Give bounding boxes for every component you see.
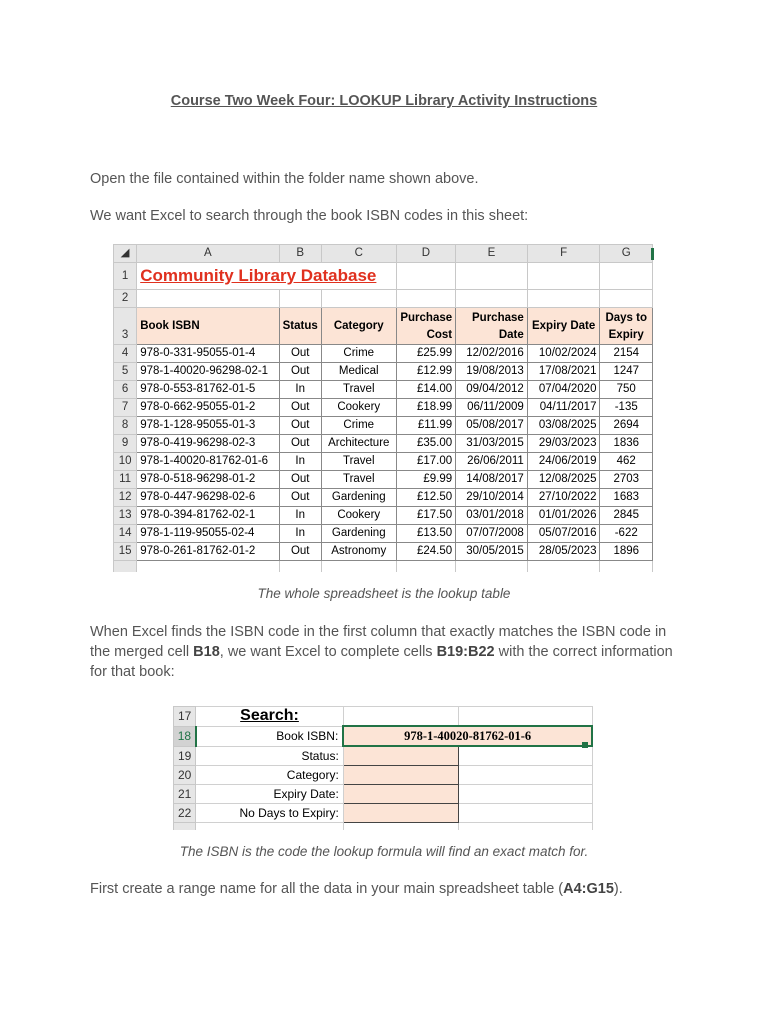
caption-exact-match: The ISBN is the code the lookup formula will find an exact match for. xyxy=(179,844,589,859)
row-number[interactable]: 21 xyxy=(174,785,196,804)
cell-isbn[interactable]: 978-1-40020-81762-01-6 xyxy=(137,453,279,471)
cell-category[interactable]: Travel xyxy=(321,453,396,471)
select-all-corner[interactable]: ◢ xyxy=(114,245,137,263)
cell-isbn[interactable]: 978-0-662-95055-01-2 xyxy=(137,399,279,417)
cell-purchase-date[interactable]: 03/01/2018 xyxy=(456,507,528,525)
row-number[interactable]: 3 xyxy=(114,308,137,345)
cell-reference: A4:G15 xyxy=(563,881,614,897)
cell-isbn[interactable]: 978-1-119-95055-02-4 xyxy=(137,525,279,543)
empty-cell[interactable] xyxy=(527,263,600,290)
cell-status[interactable]: Out xyxy=(279,417,321,435)
label-category[interactable]: Category: xyxy=(196,766,344,785)
cell-status[interactable]: In xyxy=(279,525,321,543)
cell-days[interactable]: 1683 xyxy=(600,489,653,507)
empty-cell[interactable] xyxy=(343,823,458,831)
search-row-17 xyxy=(174,707,593,727)
search-row-18 xyxy=(174,726,593,746)
header-label: Purchase xyxy=(472,312,524,324)
empty-cell[interactable] xyxy=(600,561,653,573)
table-row xyxy=(114,435,653,453)
cell-category[interactable]: Gardening xyxy=(321,525,396,543)
row-number[interactable]: 18 xyxy=(174,726,196,746)
cell-purchase-date[interactable]: 07/07/2008 xyxy=(456,525,528,543)
label-expiry-date[interactable]: Expiry Date: xyxy=(196,785,344,804)
cell-purchase-date[interactable]: 14/08/2017 xyxy=(456,471,528,489)
empty-cell[interactable] xyxy=(459,766,592,785)
cell-purchase-date[interactable]: 31/03/2015 xyxy=(456,435,528,453)
search-row-21 xyxy=(174,785,593,804)
cell-days[interactable]: -135 xyxy=(600,399,653,417)
cell-status[interactable]: Out xyxy=(279,489,321,507)
cell-status[interactable]: In xyxy=(279,381,321,399)
row-number[interactable]: 19 xyxy=(174,746,196,766)
cell-days[interactable]: 1896 xyxy=(600,543,653,561)
text-segment: When Excel finds the ISBN code in the first column that exactly matches the ISBN code in the merged cell xyxy=(90,624,667,660)
cell-expiry-date[interactable]: 17/08/2021 xyxy=(527,363,600,381)
empty-cell[interactable] xyxy=(196,823,344,831)
empty-cell[interactable] xyxy=(321,561,396,573)
column-header[interactable]: G xyxy=(600,245,653,263)
days-result-cell[interactable] xyxy=(343,804,458,823)
caption-lookup-table: The whole spreadsheet is the lookup table xyxy=(257,586,511,601)
column-header[interactable]: C xyxy=(321,245,396,263)
cell-cost[interactable]: £35.00 xyxy=(396,435,456,453)
library-database-table xyxy=(113,244,653,572)
cell-reference: B19:B22 xyxy=(436,644,495,660)
cell-cost[interactable]: £12.99 xyxy=(396,363,456,381)
cell-status[interactable]: Out xyxy=(279,363,321,381)
cell-category[interactable]: Astronomy xyxy=(321,543,396,561)
table-row xyxy=(114,399,653,417)
table-row xyxy=(114,345,653,363)
cell-days[interactable]: 2703 xyxy=(600,471,653,489)
table-row xyxy=(114,489,653,507)
cell-expiry-date[interactable]: 12/08/2025 xyxy=(527,471,600,489)
cell-isbn[interactable]: 978-0-261-81762-01-2 xyxy=(137,543,279,561)
row-number[interactable] xyxy=(114,561,137,573)
empty-cell[interactable] xyxy=(456,290,528,308)
cell-reference: B18 xyxy=(193,644,220,660)
cell-category[interactable]: Architecture xyxy=(321,435,396,453)
cell-isbn[interactable]: 978-1-40020-96298-02-1 xyxy=(137,363,279,381)
empty-cell[interactable] xyxy=(137,290,279,308)
empty-cell[interactable] xyxy=(279,561,321,573)
cell-category[interactable]: Crime xyxy=(321,345,396,363)
cell-category[interactable]: Cookery xyxy=(321,399,396,417)
header-label: Days to xyxy=(605,312,647,324)
cell-purchase-date[interactable]: 29/10/2014 xyxy=(456,489,528,507)
empty-cell[interactable] xyxy=(396,290,456,308)
label-status[interactable]: Status: xyxy=(196,746,344,766)
cell-status[interactable]: In xyxy=(279,507,321,525)
empty-cell[interactable] xyxy=(456,263,528,290)
row-number[interactable]: 5 xyxy=(114,363,137,381)
row-number[interactable] xyxy=(174,823,196,831)
row-number[interactable]: 14 xyxy=(114,525,137,543)
expiry-result-cell[interactable] xyxy=(343,785,458,804)
row-number[interactable]: 12 xyxy=(114,489,137,507)
cell-isbn[interactable]: 978-0-331-95055-01-4 xyxy=(137,345,279,363)
status-result-cell[interactable] xyxy=(343,746,458,766)
empty-cell[interactable] xyxy=(396,561,456,573)
cell-days[interactable]: 750 xyxy=(600,381,653,399)
empty-cell[interactable] xyxy=(459,785,592,804)
table-row xyxy=(114,543,653,561)
header-label: Purchase xyxy=(400,312,453,324)
header-category[interactable] xyxy=(321,308,396,345)
fill-handle[interactable] xyxy=(582,742,588,748)
empty-cell[interactable] xyxy=(456,561,528,573)
cell-cost[interactable]: £11.99 xyxy=(396,417,456,435)
cell-expiry-date[interactable]: 07/04/2020 xyxy=(527,381,600,399)
cell-cost[interactable]: £9.99 xyxy=(396,471,456,489)
cell-days[interactable]: 462 xyxy=(600,453,653,471)
search-panel-screenshot xyxy=(173,698,593,830)
table-row xyxy=(114,363,653,381)
search-row-20 xyxy=(174,766,593,785)
sheet-row xyxy=(114,561,653,573)
search-row-23 xyxy=(174,823,593,831)
text-segment: with the correct information for that book: xyxy=(90,644,673,680)
cell-cost[interactable]: £18.99 xyxy=(396,399,456,417)
header-book-isbn[interactable] xyxy=(137,308,279,345)
cell-status[interactable]: Out xyxy=(279,543,321,561)
column-header[interactable]: B xyxy=(279,245,321,263)
header-purchase-cost[interactable] xyxy=(396,308,456,345)
empty-cell[interactable] xyxy=(600,290,653,308)
cell-purchase-date[interactable]: 26/06/2011 xyxy=(456,453,528,471)
empty-cell[interactable] xyxy=(459,707,592,727)
cell-purchase-date[interactable]: 09/04/2012 xyxy=(456,381,528,399)
table-row xyxy=(114,381,653,399)
header-label: Book ISBN xyxy=(140,319,200,332)
cell-isbn[interactable]: 978-0-394-81762-02-1 xyxy=(137,507,279,525)
cell-category[interactable]: Travel xyxy=(321,471,396,489)
cell-cost[interactable]: £12.50 xyxy=(396,489,456,507)
header-label: Category xyxy=(333,319,384,332)
table-header-row xyxy=(114,308,653,345)
cell-purchase-date[interactable]: 06/11/2009 xyxy=(456,399,528,417)
cell-expiry-date[interactable]: 29/03/2023 xyxy=(527,435,600,453)
search-row-19 xyxy=(174,746,593,766)
row-number[interactable]: 20 xyxy=(174,766,196,785)
search-row-22 xyxy=(174,804,593,823)
label-days-to-expiry[interactable]: No Days to Expiry: xyxy=(196,804,344,823)
row-number[interactable]: 22 xyxy=(174,804,196,823)
cell-days[interactable]: 1247 xyxy=(600,363,653,381)
column-header-row xyxy=(114,245,653,263)
category-result-cell[interactable] xyxy=(343,766,458,785)
cell-purchase-date[interactable]: 19/08/2013 xyxy=(456,363,528,381)
cell-category[interactable]: Medical xyxy=(321,363,396,381)
cell-status[interactable]: Out xyxy=(279,435,321,453)
cell-cost[interactable]: £24.50 xyxy=(396,543,456,561)
instruction-range-name xyxy=(90,879,710,899)
header-label: Status xyxy=(282,319,318,332)
cell-cost[interactable]: £25.99 xyxy=(396,345,456,363)
cell-days[interactable]: 2154 xyxy=(600,345,653,363)
empty-cell[interactable] xyxy=(459,804,592,823)
cell-expiry-date[interactable]: 03/08/2025 xyxy=(527,417,600,435)
search-panel-table xyxy=(173,706,593,830)
empty-cell[interactable] xyxy=(527,290,600,308)
cell-expiry-date[interactable]: 04/11/2017 xyxy=(527,399,600,417)
table-row xyxy=(114,525,653,543)
empty-cell[interactable] xyxy=(137,561,279,573)
row-number[interactable]: 15 xyxy=(114,543,137,561)
header-expiry-date[interactable] xyxy=(527,308,600,345)
scroll-marker xyxy=(651,248,654,260)
cell-expiry-date[interactable]: 05/07/2016 xyxy=(527,525,600,543)
instruction-search-sheet: We want Excel to search through the book ISBN codes in this sheet: xyxy=(90,208,529,224)
row-number[interactable]: 10 xyxy=(114,453,137,471)
row-number[interactable]: 1 xyxy=(114,263,137,290)
instruction-open-file: Open the file contained within the folder name shown above. xyxy=(90,171,479,187)
header-purchase-date[interactable] xyxy=(456,308,528,345)
sheet-row xyxy=(114,263,653,290)
table-row xyxy=(114,417,653,435)
empty-cell[interactable] xyxy=(527,561,600,573)
empty-cell[interactable] xyxy=(396,263,456,290)
cell-category[interactable]: Travel xyxy=(321,381,396,399)
cell-expiry-date[interactable]: 01/01/2026 xyxy=(527,507,600,525)
cell-isbn[interactable]: 978-0-447-96298-02-6 xyxy=(137,489,279,507)
cell-purchase-date[interactable]: 30/05/2015 xyxy=(456,543,528,561)
cell-expiry-date[interactable]: 28/05/2023 xyxy=(527,543,600,561)
cell-days[interactable]: 2845 xyxy=(600,507,653,525)
cell-category[interactable]: Gardening xyxy=(321,489,396,507)
cell-days[interactable]: -622 xyxy=(600,525,653,543)
row-number[interactable]: 8 xyxy=(114,417,137,435)
row-number[interactable]: 7 xyxy=(114,399,137,417)
sheet-row xyxy=(114,290,653,308)
empty-cell[interactable] xyxy=(321,290,396,308)
database-title[interactable]: Community Library Database xyxy=(140,266,377,285)
instruction-merged-cell xyxy=(90,622,690,682)
cell-status[interactable]: Out xyxy=(279,399,321,417)
cell-days[interactable]: 1836 xyxy=(600,435,653,453)
header-label: Date xyxy=(498,329,524,341)
empty-cell[interactable] xyxy=(459,746,592,766)
empty-cell[interactable] xyxy=(279,290,321,308)
row-number[interactable]: 6 xyxy=(114,381,137,399)
row-number[interactable]: 11 xyxy=(114,471,137,489)
cell-isbn[interactable]: 978-1-128-95055-01-3 xyxy=(137,417,279,435)
cell-cost[interactable]: £13.50 xyxy=(396,525,456,543)
search-heading[interactable]: Search: xyxy=(196,707,344,727)
cell-isbn[interactable]: 978-0-518-96298-01-2 xyxy=(137,471,279,489)
cell-days[interactable]: 2694 xyxy=(600,417,653,435)
column-header[interactable]: A xyxy=(137,245,279,263)
cell-isbn[interactable]: 978-0-419-96298-02-3 xyxy=(137,435,279,453)
table-row xyxy=(114,453,653,471)
header-status[interactable] xyxy=(279,308,321,345)
empty-cell[interactable] xyxy=(343,707,458,727)
cell-status[interactable]: In xyxy=(279,453,321,471)
cell-expiry-date[interactable]: 24/06/2019 xyxy=(527,453,600,471)
cell-status[interactable]: Out xyxy=(279,345,321,363)
row-number[interactable]: 4 xyxy=(114,345,137,363)
text-segment: First create a range name for all the data in your main spreadsheet table ( xyxy=(90,881,564,897)
empty-cell[interactable] xyxy=(459,823,592,831)
header-label: Expiry xyxy=(608,329,644,341)
row-number[interactable]: 2 xyxy=(114,290,137,308)
cell-cost[interactable]: £17.50 xyxy=(396,507,456,525)
row-number[interactable]: 9 xyxy=(114,435,137,453)
library-database-screenshot xyxy=(113,244,655,572)
cell-cost[interactable]: £14.00 xyxy=(396,381,456,399)
text-segment: ). xyxy=(613,881,623,897)
column-header[interactable]: E xyxy=(456,245,528,263)
header-label: Expiry Date xyxy=(531,319,596,332)
library-data-rows xyxy=(114,345,653,561)
cell-category[interactable]: Cookery xyxy=(321,507,396,525)
page-title: Course Two Week Four: LOOKUP Library Activity Instructions xyxy=(170,93,598,109)
cell-cost[interactable]: £17.00 xyxy=(396,453,456,471)
cell-status[interactable]: Out xyxy=(279,471,321,489)
cell-purchase-date[interactable]: 12/02/2016 xyxy=(456,345,528,363)
isbn-input-cell[interactable]: 978-1-40020-81762-01-6 xyxy=(343,726,592,746)
label-book-isbn[interactable]: Book ISBN: xyxy=(196,726,344,746)
row-number[interactable]: 13 xyxy=(114,507,137,525)
text-segment: , we want Excel to complete cells xyxy=(219,644,437,660)
table-row xyxy=(114,507,653,525)
header-label: Cost xyxy=(426,329,453,341)
cell-category[interactable]: Crime xyxy=(321,417,396,435)
cell-isbn[interactable]: 978-0-553-81762-01-5 xyxy=(137,381,279,399)
table-row xyxy=(114,471,653,489)
cell-expiry-date[interactable]: 27/10/2022 xyxy=(527,489,600,507)
header-days-to-expiry[interactable] xyxy=(600,308,653,345)
column-header[interactable]: F xyxy=(527,245,600,263)
column-header[interactable]: D xyxy=(396,245,456,263)
empty-cell[interactable] xyxy=(600,263,653,290)
row-number[interactable]: 17 xyxy=(174,707,196,727)
cell-expiry-date[interactable]: 10/02/2024 xyxy=(527,345,600,363)
cell-purchase-date[interactable]: 05/08/2017 xyxy=(456,417,528,435)
